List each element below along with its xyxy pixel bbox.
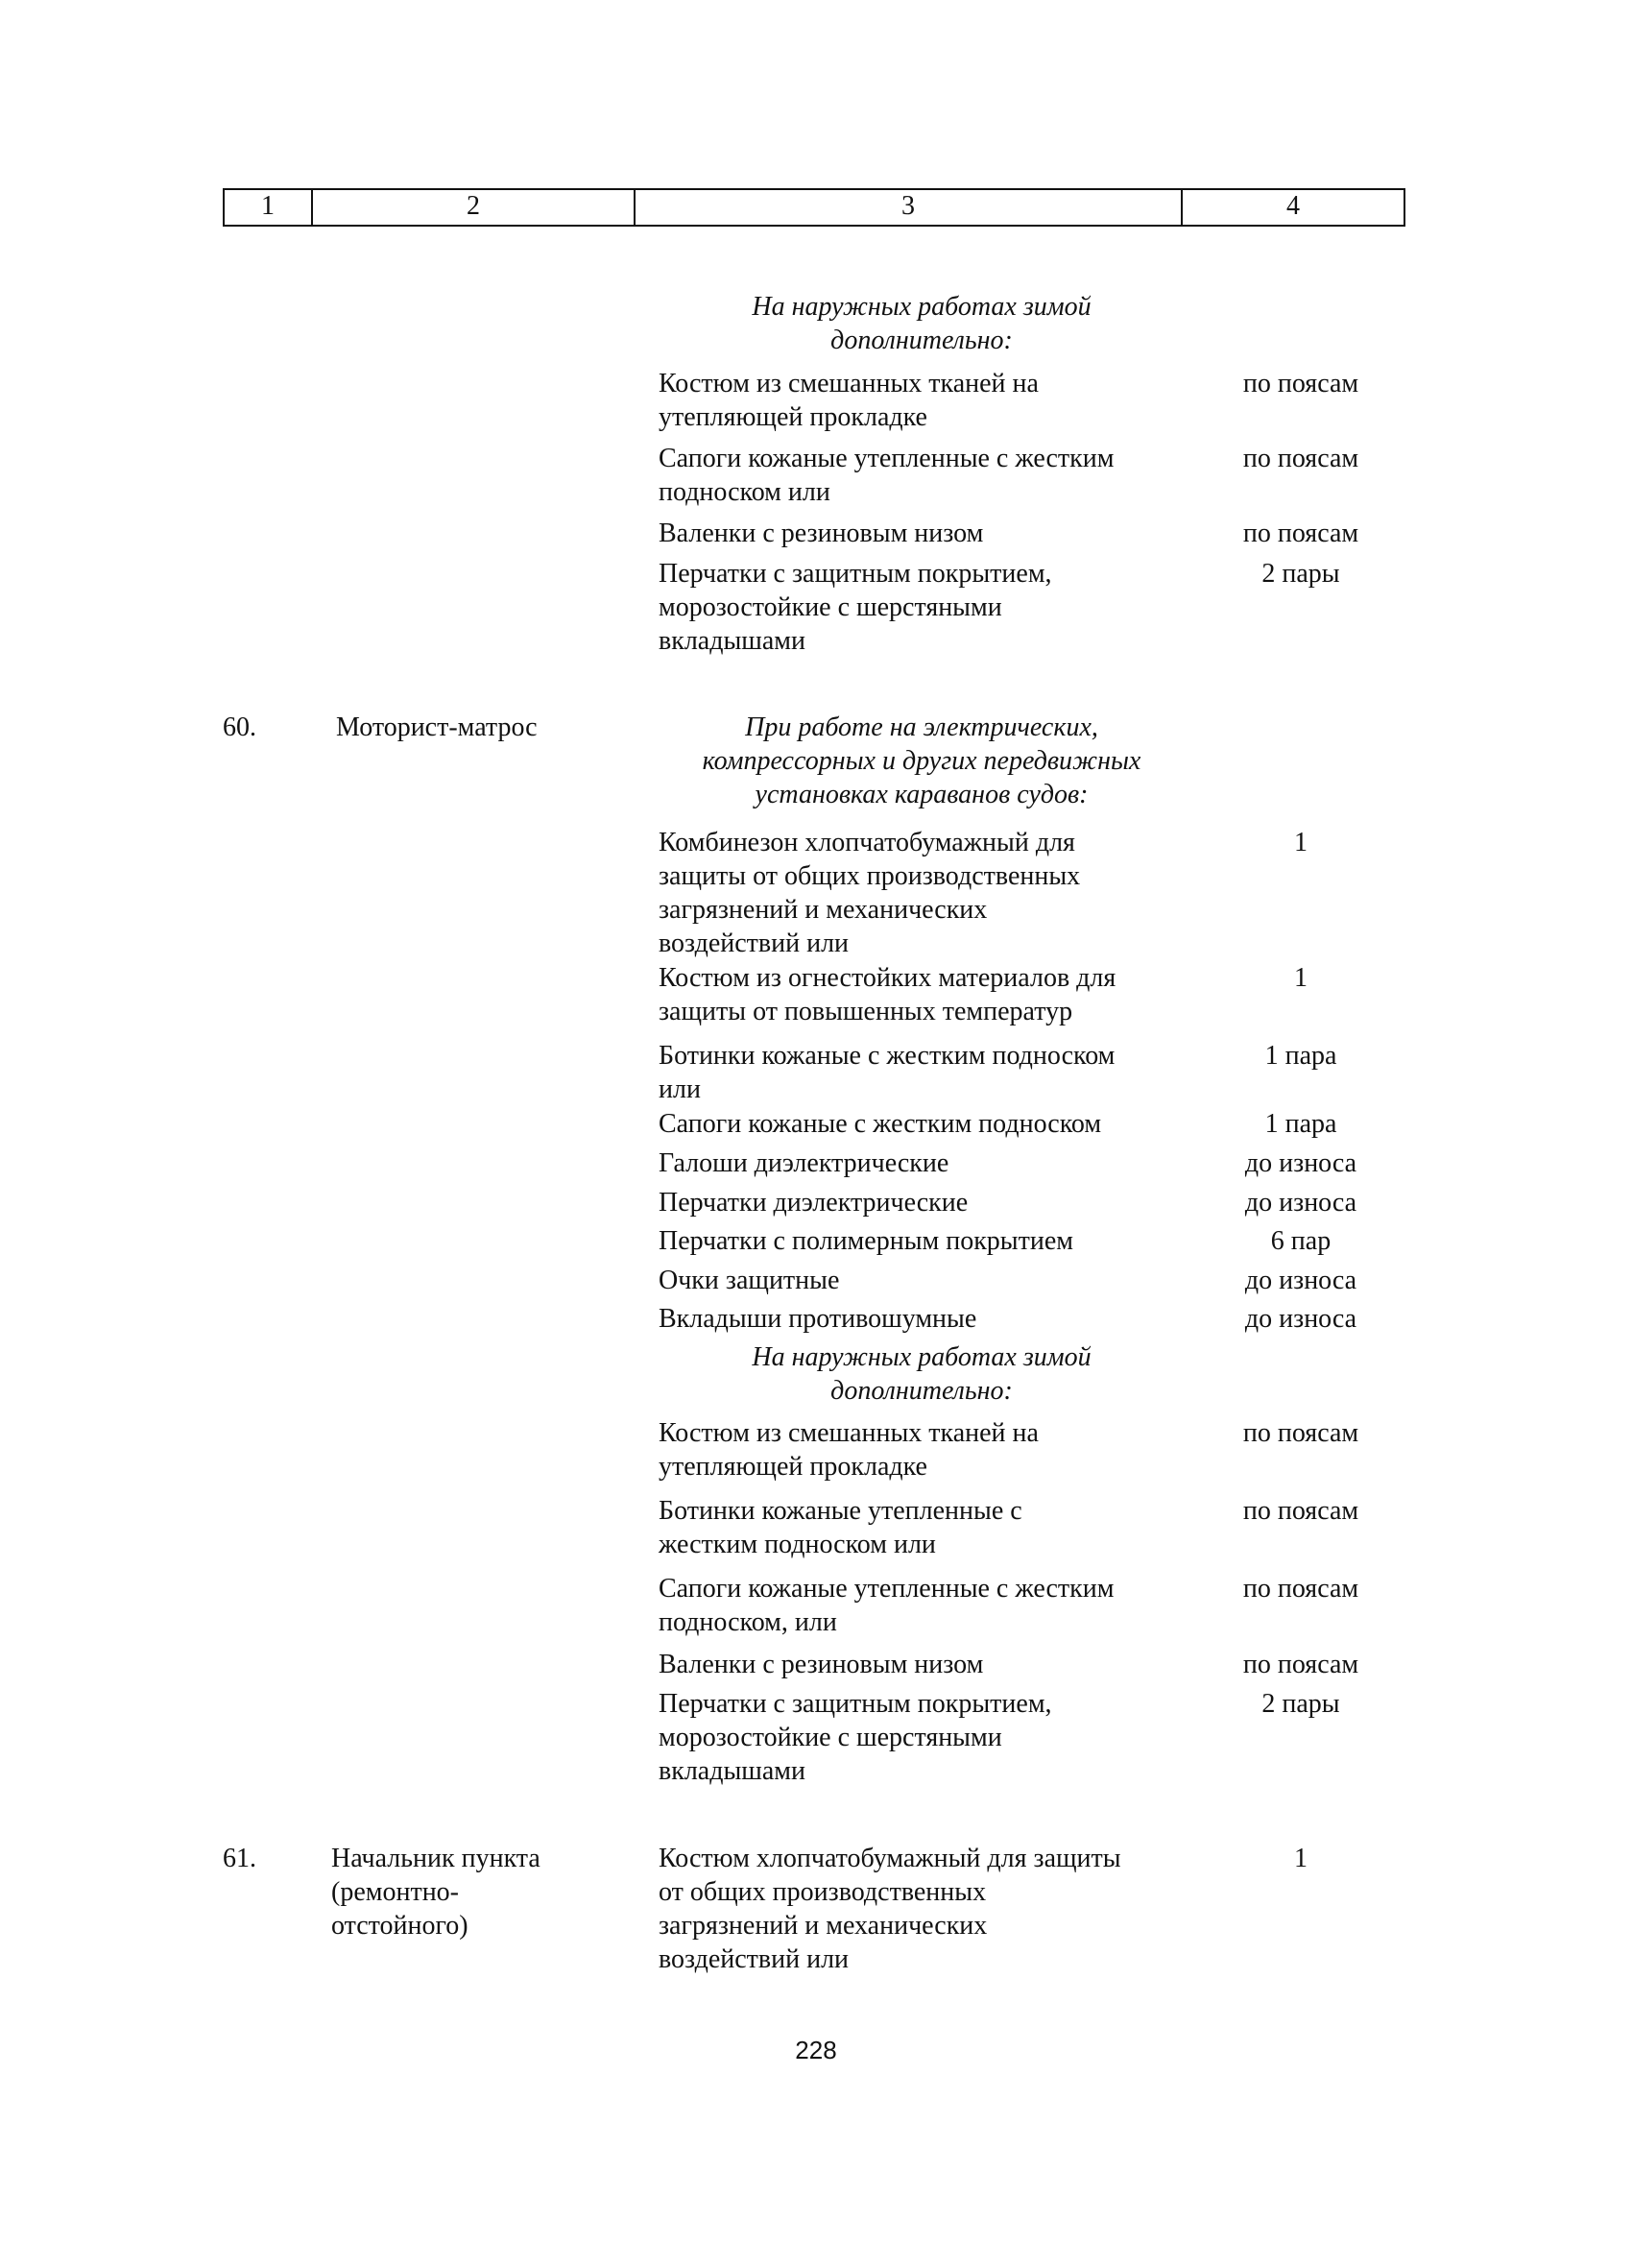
item-name: Валенки с резиновым низом — [659, 1650, 984, 1679]
item-name: Костюм из смешанных тканей на утепляющей прокладке — [659, 1418, 1039, 1482]
item-qty: до износа — [1244, 1148, 1357, 1178]
item-qty: 1 — [1294, 828, 1308, 857]
item-qty: по поясам — [1242, 444, 1359, 473]
page-number: 228 — [795, 2036, 837, 2064]
column-header-2: 2 — [313, 190, 636, 225]
section-subheading: На наружных работах зимой дополнительно: — [752, 292, 1092, 355]
item-qty: по поясам — [1242, 1574, 1359, 1604]
item-name: Перчатки с полимерным покрытием — [659, 1226, 1073, 1256]
item-name: Валенки с резиновым низом — [659, 519, 984, 548]
item-qty: по поясам — [1242, 369, 1359, 398]
entry-number: 60. — [223, 712, 256, 742]
item-name: Костюм из смешанных тканей на утепляющей прокладке — [659, 369, 1039, 432]
item-qty: до износа — [1244, 1266, 1357, 1295]
item-qty: 2 пары — [1261, 559, 1340, 589]
item-qty: 1 пара — [1264, 1109, 1337, 1139]
item-qty: 1 — [1294, 963, 1308, 993]
item-qty: по поясам — [1242, 519, 1359, 548]
item-qty: 2 пары — [1261, 1689, 1340, 1719]
item-qty: до износа — [1244, 1304, 1357, 1334]
column-header-1: 1 — [225, 190, 313, 225]
item-name: Костюм из огнестойких материалов для защиты от повышенных температур — [659, 963, 1116, 1026]
item-name: Галоши диэлектрические — [659, 1148, 949, 1178]
item-qty: 1 пара — [1264, 1041, 1337, 1071]
item-name: Сапоги кожаные утепленные с жестким подноском или — [659, 444, 1115, 507]
section-subheading: На наружных работах зимой дополнительно: — [752, 1342, 1092, 1406]
item-name: Ботинки кожаные с жестким подноском или — [659, 1041, 1116, 1104]
item-name: Комбинезон хлопчатобумажный для защиты от общих производственных загрязнений и механических воздействий или — [659, 828, 1081, 958]
item-qty: 6 пар — [1270, 1226, 1332, 1256]
profession-name: Начальник пункта (ремонтно- отстойного) — [331, 1844, 540, 1941]
item-name: Сапоги кожаные с жестким подноском — [659, 1109, 1102, 1139]
column-header-3: 3 — [636, 190, 1183, 225]
item-qty: по поясам — [1242, 1650, 1359, 1679]
item-qty: по поясам — [1242, 1496, 1359, 1526]
column-header-4: 4 — [1286, 191, 1300, 221]
column-header-row — [223, 188, 1405, 227]
item-name: Очки защитные — [659, 1266, 840, 1295]
item-name: Костюм хлопчатобумажный для защиты от общих производственных загрязнений и механических воздействий или — [659, 1844, 1121, 1974]
item-qty: 1 — [1294, 1844, 1308, 1873]
entry-number: 61. — [223, 1844, 256, 1873]
item-name: Ботинки кожаные утепленные с жестким подноском или — [659, 1496, 1022, 1559]
item-name: Перчатки диэлектрические — [659, 1188, 969, 1218]
item-name: Перчатки с защитным покрытием, морозостойкие с шерстяными вкладышами — [659, 1689, 1052, 1786]
profession-name: Моторист-матрос — [336, 712, 538, 742]
item-qty: до износа — [1244, 1188, 1357, 1218]
item-name: Перчатки с защитным покрытием, морозостойкие с шерстяными вкладышами — [659, 559, 1052, 656]
item-name: Вкладыши противошумные — [659, 1304, 977, 1334]
item-name: Сапоги кожаные утепленные с жестким подноском, или — [659, 1574, 1115, 1637]
section-subheading: При работе на электрических, компрессорных и других передвижных установках караванов судов: — [702, 712, 1141, 809]
item-qty: по поясам — [1242, 1418, 1359, 1448]
